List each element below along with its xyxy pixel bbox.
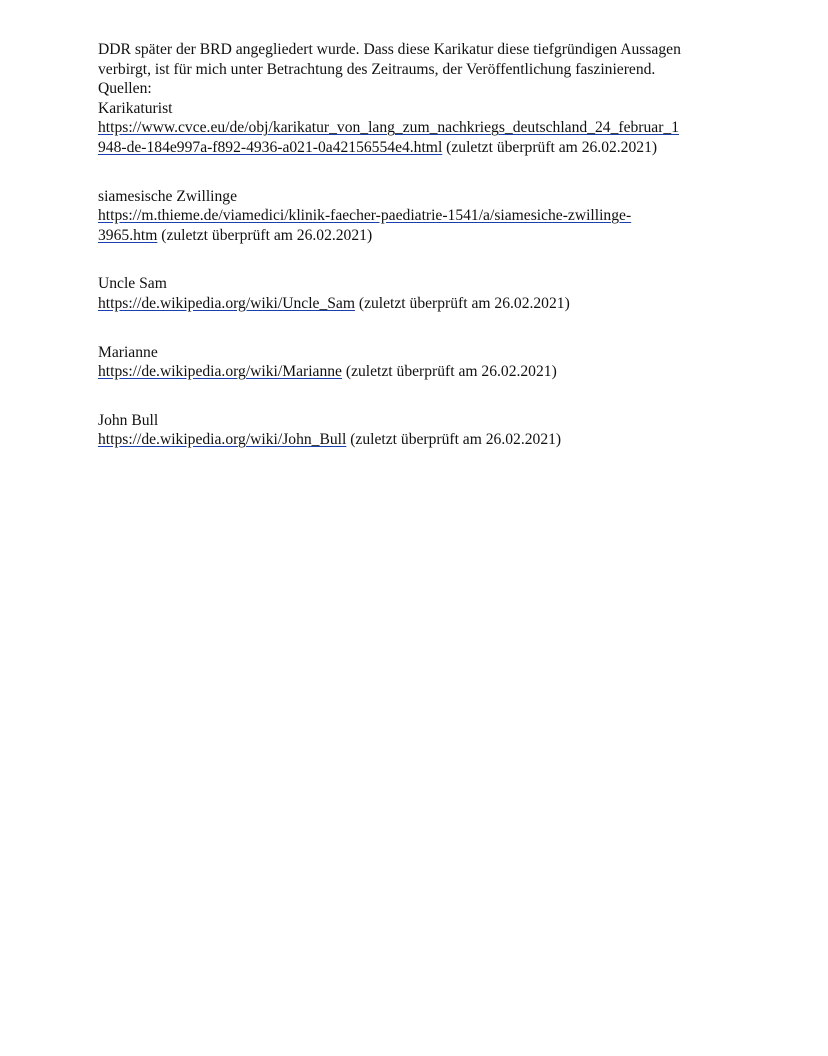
source-title: siamesische Zwillinge — [98, 187, 238, 205]
source-link[interactable]: https://de.wikipedia.org/wiki/Uncle_Sam — [98, 294, 355, 312]
checked-date-note: (zuletzt überprüft am 26.02.2021) — [442, 138, 658, 156]
source-url-line — [98, 206, 738, 226]
source-url-line — [98, 430, 738, 450]
source-url-line — [98, 138, 738, 158]
source-link[interactable]: https://de.wikipedia.org/wiki/John_Bull — [98, 431, 347, 449]
checked-date-note: (zuletzt überprüft am 26.02.2021) — [341, 363, 557, 381]
source-entry-john-bull — [98, 411, 738, 450]
source-url-line — [98, 226, 738, 246]
source-url-line — [98, 362, 738, 382]
intro-line: verbirgt, ist für mich unter Betrachtung des Zeitraums, der Veröffentlichung faszinierend. — [98, 60, 656, 78]
checked-date-note: (zuletzt überprüft am 26.02.2021) — [346, 431, 562, 449]
source-title: John Bull — [98, 411, 159, 429]
intro-line: DDR später der BRD angegliedert wurde. Dass diese Karikatur diese tiefgründigen Aussagen — [98, 41, 681, 58]
source-link[interactable]: 3965.htm — [98, 226, 158, 244]
checked-date-note: (zuletzt überprüft am 26.02.2021) — [157, 226, 373, 244]
sources-heading: Quellen: — [98, 80, 152, 98]
source-url-line — [98, 294, 738, 314]
checked-date-note: (zuletzt überprüft am 26.02.2021) — [354, 294, 570, 312]
source-entry-karikaturist — [98, 99, 738, 158]
source-title: Karikaturist — [98, 99, 173, 117]
source-link[interactable]: https://www.cvce.eu/de/obj/karikatur_von_lang_zum_nachkriegs_deutschland_24_februar_1 — [98, 119, 679, 137]
source-link[interactable]: https://m.thieme.de/viamedici/klinik-faecher-paediatrie-1541/a/siamesiche-zwillinge- — [98, 207, 632, 225]
source-link[interactable]: https://de.wikipedia.org/wiki/Marianne — [98, 363, 342, 381]
document-page — [98, 40, 738, 450]
intro-paragraph — [98, 40, 738, 99]
source-title: Uncle Sam — [98, 275, 167, 293]
source-entry-siamesische-zwillinge — [98, 187, 738, 246]
source-title: Marianne — [98, 343, 158, 361]
source-link[interactable]: 948-de-184e997a-f892-4936-a021-0a42156554e4.html — [98, 138, 443, 156]
source-entry-marianne — [98, 343, 738, 382]
source-url-line — [98, 118, 738, 138]
source-entry-uncle-sam — [98, 274, 738, 313]
